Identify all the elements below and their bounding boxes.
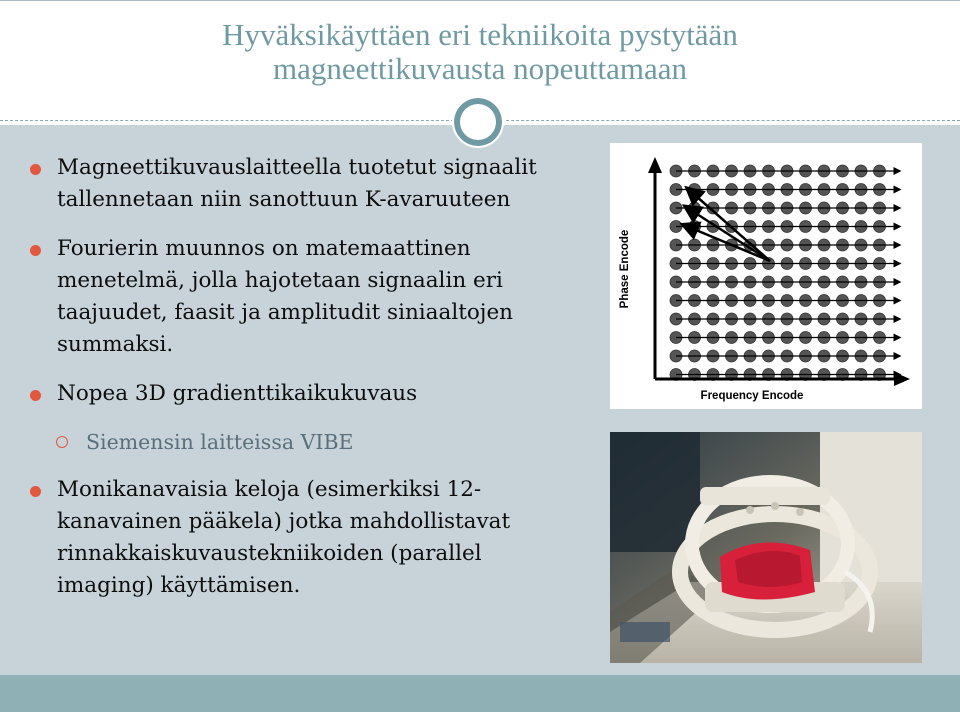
readout-arrowhead xyxy=(894,278,902,286)
readout-arrowhead xyxy=(894,297,902,305)
kspace-sample-grid xyxy=(670,165,886,381)
slide-title-line-1: Hyväksikäyttäen eri tekniikoita pystytään xyxy=(222,17,738,52)
readout-arrowhead xyxy=(894,334,902,342)
bullet-text: Fourierin muunnos on matemaattinen menetelmä, jolla hajotetaan signaalin eri taajuudet, faasit ja amplitudit siniaaltojen summaksi. xyxy=(57,236,514,357)
readout-arrowhead xyxy=(894,186,902,194)
bullet-text: Monikanavaisia keloja (esimerkiksi 12-kanavainen pääkela) jotka mahdollistavat rinnakkaiskuvaustekniikoiden (parallel imaging) käyttämisen. xyxy=(57,477,511,598)
bullet-dot-icon xyxy=(30,486,41,497)
x-axis-arrowhead xyxy=(894,372,910,386)
sub-bullet-ring-icon xyxy=(56,436,68,448)
y-axis-label: Phase Encode xyxy=(619,229,631,309)
readout-arrowhead xyxy=(894,352,902,360)
sub-bullet-text: Siemensin laitteissa VIBE xyxy=(86,430,354,454)
bullet-text: Nopea 3D gradienttikaikukuvaus xyxy=(57,381,418,406)
slide-title xyxy=(0,18,960,86)
readout-arrowhead xyxy=(894,223,902,231)
bullet-dot-icon xyxy=(30,164,41,175)
bullet-item xyxy=(24,152,584,216)
bullet-text: Magneettikuvauslaitteella tuotetut signaalit tallennetaan niin sanottuun K-avaruuteen xyxy=(57,155,537,212)
footer-bar xyxy=(0,675,960,712)
readout-arrowhead xyxy=(894,241,902,249)
bullet-item xyxy=(24,474,584,602)
kspace-figure xyxy=(610,143,922,409)
kspace-diagram xyxy=(610,143,922,409)
decorative-ring-icon xyxy=(452,96,504,148)
head-coil-illustration xyxy=(610,432,922,663)
bullet-dot-icon xyxy=(30,390,41,401)
x-axis-label: Frequency Encode xyxy=(700,390,804,402)
readout-arrowhead xyxy=(894,204,902,212)
bullet-dot-icon xyxy=(30,245,41,256)
bullet-item xyxy=(24,378,584,410)
head-coil-photo xyxy=(610,432,922,663)
slide-title-line-2: magneettikuvausta nopeuttamaan xyxy=(272,51,688,86)
readout-arrowhead xyxy=(894,315,902,323)
sub-bullet-item xyxy=(24,427,584,457)
y-axis-arrowhead xyxy=(648,157,662,173)
bullet-item xyxy=(24,233,584,361)
readout-arrowhead xyxy=(894,167,902,175)
bullet-list xyxy=(24,152,584,619)
readout-lines xyxy=(676,167,902,379)
readout-arrowhead xyxy=(894,260,902,268)
